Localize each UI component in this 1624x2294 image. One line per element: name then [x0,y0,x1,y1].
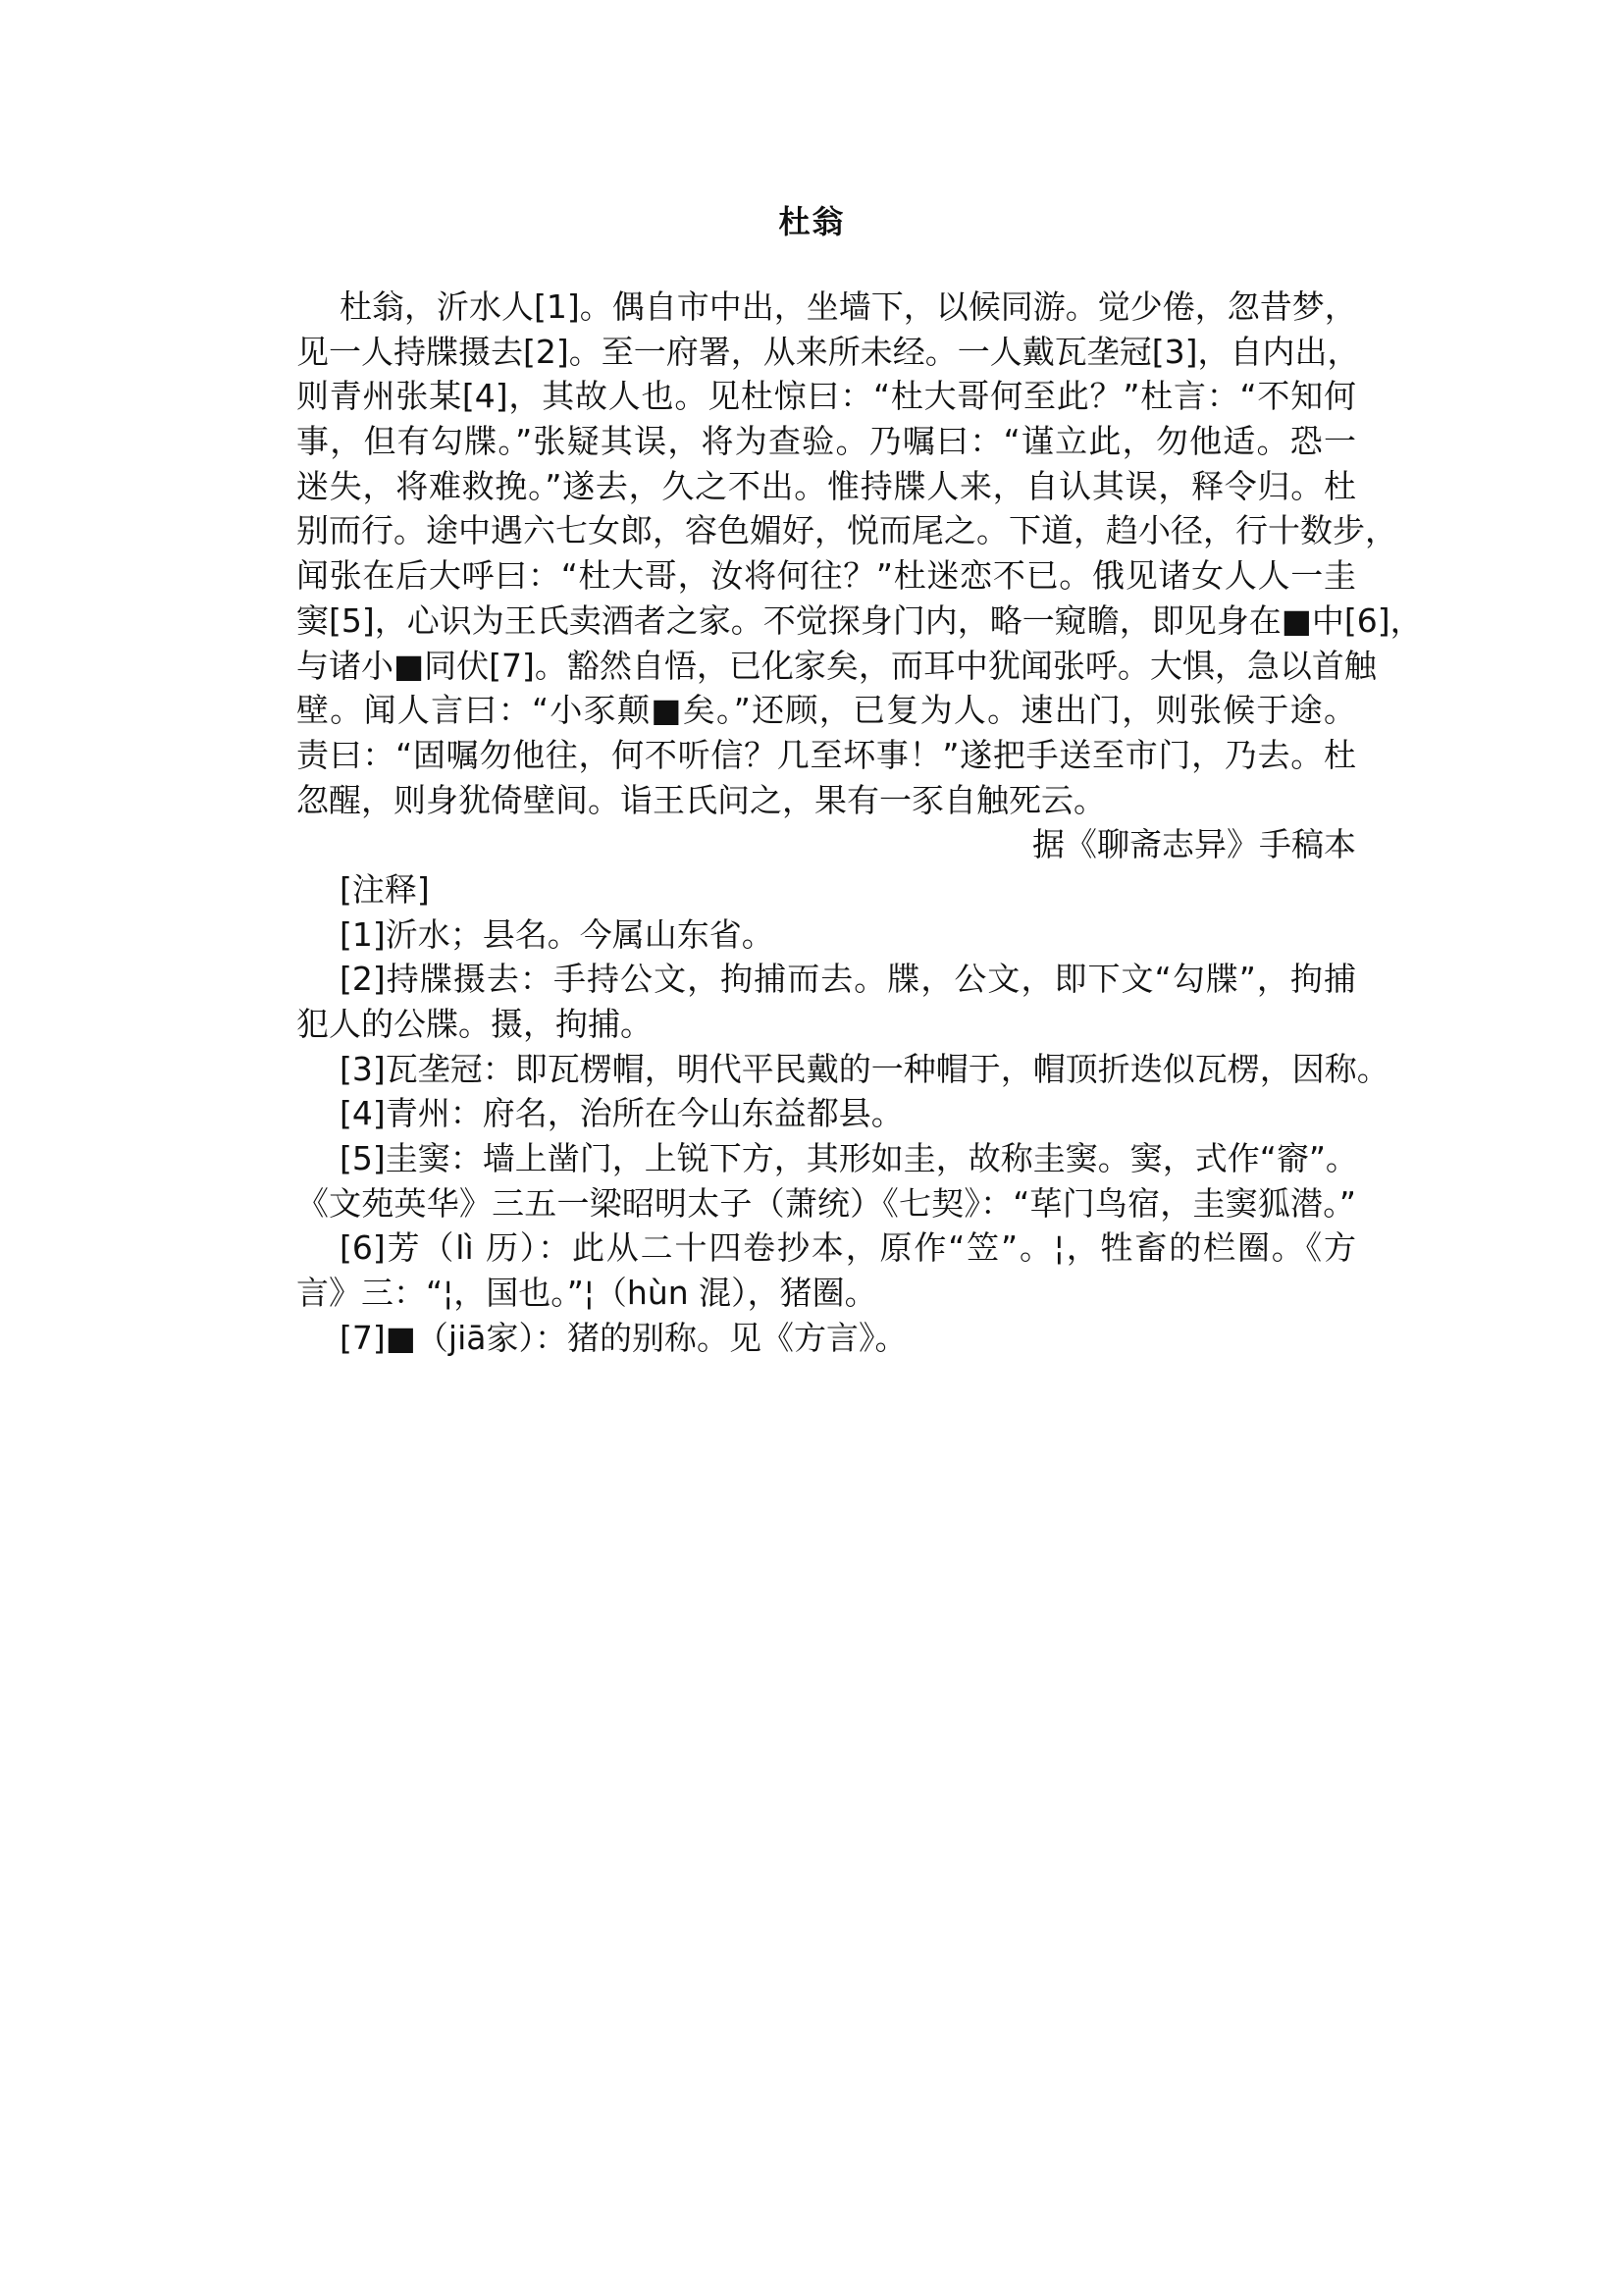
story-line: 与诸小■同伏[7]。豁然自悟，已化家矣，而耳中犹闻张呼。大惧，急以首触 [296,646,1377,685]
note-line: [3]瓦垄冠：即瓦楞帽，明代平民戴的一种帽于，帽顶折迭似瓦楞，因称。 [340,1049,1389,1088]
story-line: 则青州张某[4]，其故人也。见杜惊曰：“杜大哥何至此？”杜言：“不知何 [296,377,1356,416]
note-line: [6]芳（lì 历）：此从二十四卷抄本，原作“笠”。¦，牲畜的栏圈。《方 [340,1228,1356,1268]
document-body [296,285,1423,1361]
source-attribution: 据《聊斋志异》手稿本 [1032,825,1356,864]
story-line: 壁。闻人言曰：“小豕颠■矣。”还顾，已复为人。速出门，则张候于途。 [296,691,1356,730]
note-line: [1]沂水；县名。今属山东省。 [340,914,774,954]
note-line: [4]青州：府名，治所在今山东益都县。 [340,1094,904,1133]
story-line: 闻张在后大呼曰：“杜大哥，汝将何往？”杜迷恋不已。俄见诸女人人一圭 [296,556,1356,596]
story-line: 窦[5]，心识为王氏卖酒者之家。不觉探身门内，略一窥瞻，即见身在■中[6]， [296,600,1423,640]
note-line: 言》三：“¦，国也。”¦（hùn 混），猪圈。 [296,1274,877,1313]
story-line: 杜翁，沂水人[1]。偶自市中出，坐墙下，以候同游。觉少倦，忽昔梦， [340,287,1357,326]
story-line: 责曰：“固嘱勿他往，何不听信？几至坏事！”遂把手送至市门，乃去。杜 [296,735,1356,774]
notes-heading: [注释] [340,869,430,909]
note-line: 犯人的公牒。摄，拘捕。 [296,1005,653,1043]
story-line: 迷失，将难救挽。”遂去，久之不出。惟持牒人来，自认其误，释令归。杜 [296,466,1356,505]
story-line: 忽醒，则身犹倚壁间。诣王氏问之，果有一豕自触死云。 [296,780,1106,819]
note-line: [7]■（jiā家）：猪的别称。见《方言》。 [340,1318,908,1357]
note-line: [5]圭窦：墙上凿门，上锐下方，其形如圭，故称圭窦。窦，式作“窬”。 [340,1139,1358,1178]
note-line: 《文苑英华》三五一梁昭明太子（萧统）《七契》：“荜门鸟宿，圭窦狐潜。” [296,1183,1356,1223]
page-title: 杜翁 [778,203,846,240]
story-line: 事，但有勾牒。”张疑其误，将为查验。乃嘱曰：“谨立此，勿他适。恐一 [296,422,1356,461]
note-line: [2]持牒摄去：手持公文，拘捕而去。牒，公文，即下文“勾牒”，拘捕 [340,960,1356,999]
story-line: 别而行。途中遇六七女郎，容色媚好，悦而尾之。下道，趋小径，行十数步， [296,511,1397,550]
story-line: 见一人持牒摄去[2]。至一府署，从来所未经。一人戴瓦垄冠[3]，自内出， [296,332,1360,371]
